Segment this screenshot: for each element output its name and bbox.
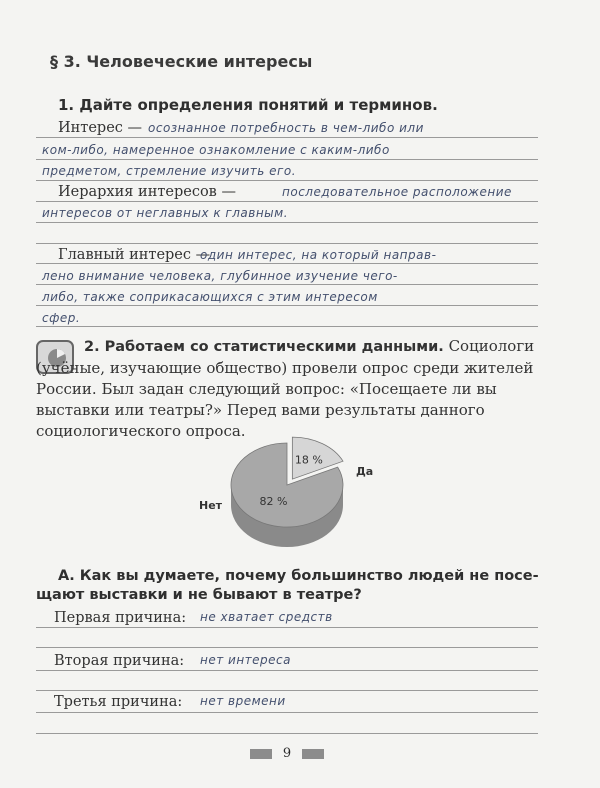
task1-title: 1. Дайте определения понятий и терминов. xyxy=(58,96,438,114)
second-reason-label: Вторая причина: xyxy=(54,653,188,669)
handwritten-answer: предметом, стремление изучить его. xyxy=(42,164,297,178)
first-reason-answer: не хватает средств xyxy=(200,610,333,624)
term-interest: Интерес — xyxy=(58,120,146,136)
handwritten-answer: интересов от неглавных к главным. xyxy=(42,206,289,220)
pie-chart xyxy=(225,435,355,560)
task2-title: 2. Работаем со статистическими данными. xyxy=(84,339,444,355)
answer-line xyxy=(36,733,538,734)
legend-label-no: Нет xyxy=(199,499,223,512)
page-number: 9 xyxy=(282,746,292,761)
third-reason-answer: нет времени xyxy=(200,694,286,708)
answer-line xyxy=(36,222,538,223)
task2-paragraph xyxy=(36,336,548,442)
answer-line xyxy=(36,305,538,306)
answer-line xyxy=(36,263,538,264)
page-number-bar-right xyxy=(302,749,324,759)
handwritten-answer: либо, также соприкасающихся с этим интересом xyxy=(42,290,378,304)
answer-line xyxy=(36,690,538,691)
section-title: § 3. Человеческие интересы xyxy=(50,52,313,71)
second-reason-answer: нет интереса xyxy=(200,653,292,667)
handwritten-answer: лено внимание человека, глубинное изучение чего- xyxy=(42,269,398,283)
handwritten-answer: осознанное потребность в чем-либо или xyxy=(148,121,424,135)
answer-line xyxy=(36,137,538,138)
taskA-title-line1: А. Как вы думаете, почему большинство людей не посе- xyxy=(58,568,539,584)
answer-line xyxy=(36,326,538,327)
term-main-interest: Главный интерес — xyxy=(58,247,214,263)
handwritten-answer: последовательное расположение xyxy=(282,185,512,199)
answer-line xyxy=(36,647,538,648)
first-reason-label: Первая причина: xyxy=(54,610,190,626)
third-reason-label: Третья причина: xyxy=(54,694,186,710)
task2-text: Социологи (учёные, изучающие общество) провели опрос среди жителей России. Был задан следующий вопрос: «Посещаете ли вы выставки или театры?» Перед вами результаты данного социологического опроса. xyxy=(36,337,535,440)
answer-line xyxy=(36,712,538,713)
answer-line xyxy=(36,201,538,202)
legend-label-yes: Да xyxy=(356,465,374,478)
answer-line xyxy=(36,284,538,285)
handwritten-answer: один интерес, на который направ- xyxy=(200,248,437,262)
term-hierarchy: Иерархия интересов — xyxy=(58,184,240,200)
answer-line xyxy=(36,159,538,160)
handwritten-answer: сфер. xyxy=(42,311,81,325)
handwritten-answer: ком-либо, намеренное ознакомление с каким-либо xyxy=(42,143,390,157)
answer-line xyxy=(36,670,538,671)
pie-value-label: 82 % xyxy=(259,494,288,508)
answer-line xyxy=(36,180,538,181)
answer-line xyxy=(36,627,538,628)
answer-line xyxy=(36,243,538,244)
pie-value-label: 18 % xyxy=(294,453,323,467)
taskA-title-line2: щают выставки и не бывают в театре? xyxy=(36,587,362,603)
